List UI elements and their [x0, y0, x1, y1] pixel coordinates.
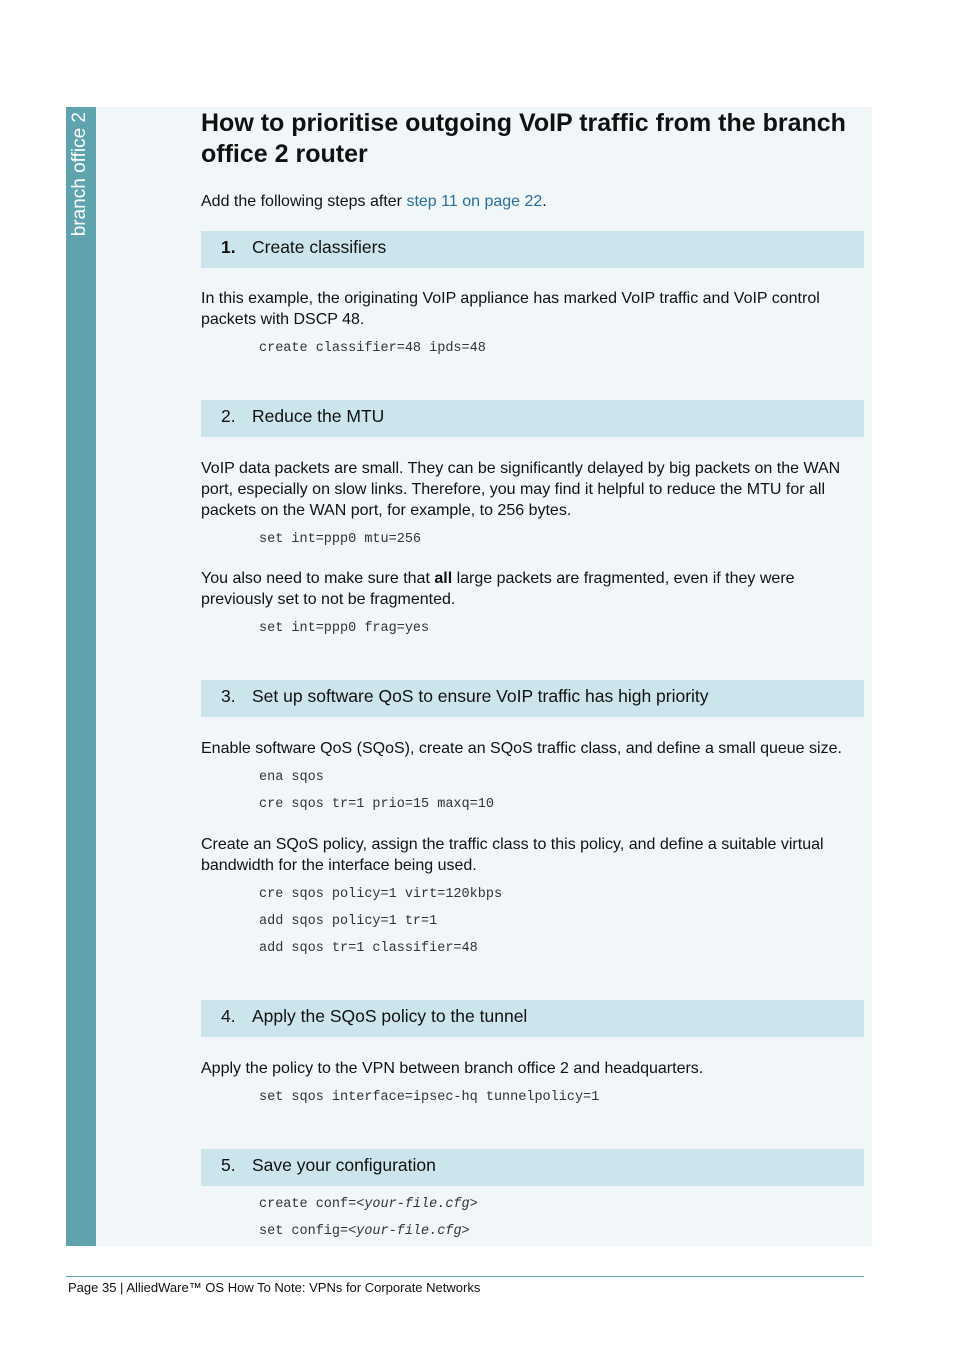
code-line: set int=ppp0 frag=yes [259, 621, 430, 636]
intro-text: Add the following steps after [201, 193, 407, 210]
paragraph-policy: Create an SQoS policy, assign the traffic class to this policy, and define a suitable virtual bandwidth for the interface being used. [201, 836, 824, 874]
code-line: add sqos tr=1 classifier=48 [259, 941, 478, 956]
code-line: set int=ppp0 mtu=256 [259, 532, 422, 547]
code-text: set config= [259, 1224, 349, 1239]
intro-end: . [542, 193, 547, 210]
step-number: 5. [221, 1155, 236, 1175]
code-line: add sqos policy=1 tr=1 [259, 914, 438, 929]
code-line: create classifier=48 ipds=48 [259, 341, 486, 356]
page-footer: Page 35 | AlliedWare™ OS How To Note: VPNs for Corporate Networks [68, 1280, 481, 1295]
code-variable: <your-file.cfg> [348, 1224, 470, 1239]
step-link[interactable]: step 11 on page 22 [406, 193, 543, 210]
paragraph-sqos: Enable software QoS (SQoS), create an SQoS traffic class, and define a small queue size. [201, 740, 842, 757]
frag-text: You also need to make sure that [201, 570, 435, 587]
step-heading-2 [201, 400, 864, 437]
code-line [259, 1197, 478, 1212]
side-tab-label-wrap [66, 107, 96, 1246]
code-line: cre sqos tr=1 prio=15 maxq=10 [259, 797, 494, 812]
step-title: Reduce the MTU [252, 406, 385, 426]
step-number: 4. [221, 1006, 236, 1026]
step-title: Set up software QoS to ensure VoIP traffic has high priority [252, 686, 709, 706]
intro-paragraph [201, 191, 851, 212]
paragraph-mtu: VoIP data packets are small. They can be significantly delayed by big packets on the WAN port, especially on slow links. Therefore, you may find it helpful to reduce the MTU for all packets on the WAN port, for example, to 256 bytes. [201, 460, 841, 519]
code-line: set sqos interface=ipsec-hq tunnelpolicy=1 [259, 1090, 600, 1105]
step-title: Create classifiers [252, 237, 387, 257]
code-line [259, 1224, 470, 1239]
footer-divider [66, 1276, 864, 1277]
step-title: Apply the SQoS policy to the tunnel [252, 1006, 528, 1026]
code-variable: <your-file.cfg> [356, 1197, 478, 1212]
side-tab-label: branch office 2 [69, 112, 90, 237]
code-line: cre sqos policy=1 virt=120kbps [259, 887, 503, 902]
paragraph-classifiers: In this example, the originating VoIP appliance has marked VoIP traffic and VoIP control packets with DSCP 48. [201, 290, 820, 328]
frag-text-end: large packets are fragmented, even if they were previously set to not be fragmented. [201, 570, 795, 608]
step-heading-4 [201, 1000, 864, 1037]
step-heading-3 [201, 680, 864, 717]
step-number: 3. [221, 686, 236, 706]
code-line: ena sqos [259, 770, 324, 785]
step-title: Save your configuration [252, 1155, 436, 1175]
page-title: How to prioritise outgoing VoIP traffic from the branch office 2 router [201, 109, 846, 168]
step-heading-5 [201, 1149, 864, 1186]
code-text: create conf= [259, 1197, 357, 1212]
paragraph-fragment [201, 568, 851, 610]
step-number: 1. [221, 237, 236, 257]
step-number: 2. [221, 406, 236, 426]
frag-bold: all [434, 570, 453, 587]
paragraph-apply: Apply the policy to the VPN between branch office 2 and headquarters. [201, 1060, 704, 1077]
step-heading-1 [201, 231, 864, 268]
